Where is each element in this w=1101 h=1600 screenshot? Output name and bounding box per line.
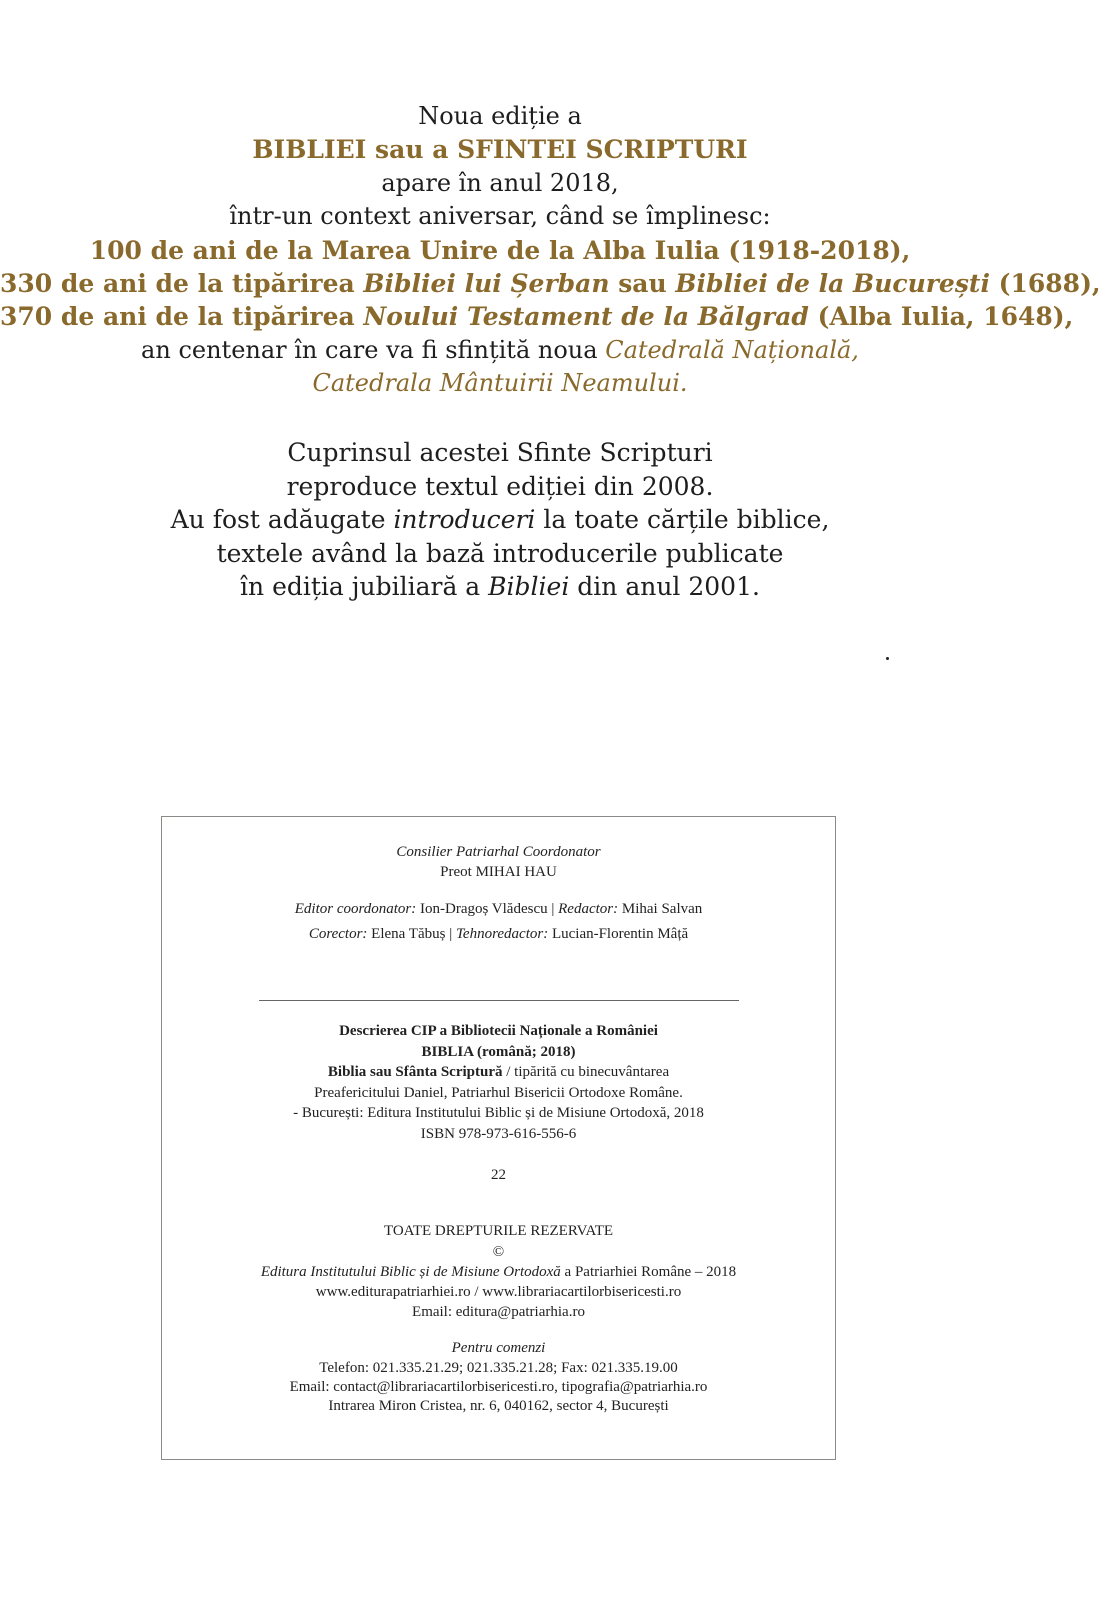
publisher-email: Email: editura@patriarhia.ro bbox=[412, 1304, 585, 1320]
intro-line-1: Noua ediție a bbox=[418, 102, 582, 130]
credits-row-2: Corector: Elena Tăbuș | Tehnoredactor: Lucian-Florentin Mâță bbox=[308, 926, 689, 942]
content-line-4: textele având la bază introducerile publicate bbox=[216, 538, 784, 568]
cip-line-4: Preafericitului Daniel, Patriarhul Bisericii Ortodoxe Române. bbox=[314, 1085, 683, 1101]
cip-line-3: Biblia sau Sfânta Scriptură / tipărită cu binecuvântarea bbox=[327, 1064, 670, 1080]
bible-title: BIBLIEI sau a SFINTEI SCRIPTURI bbox=[252, 135, 748, 165]
orders-email: Email: contact@librariacartilorbisericesti.ro, tipografia@patriarhia.ro bbox=[289, 1379, 708, 1395]
copyright-symbol: © bbox=[492, 1244, 505, 1260]
content-line-5: în ediția jubiliară a Bibliei din anul 2001. bbox=[240, 572, 760, 601]
intro-line-4: într-un context aniversar, când se împlinesc: bbox=[229, 202, 771, 231]
cip-line-5: - București: Editura Institutului Biblic și de Misiune Ortodoxă, 2018 bbox=[293, 1105, 704, 1121]
websites-line: www.editurapatriarhiei.ro / www.librariacartilorbisericesti.ro bbox=[315, 1284, 682, 1300]
orders-address: Intrarea Miron Cristea, nr. 6, 040162, sector 4, București bbox=[328, 1398, 669, 1414]
cip-number: 22 bbox=[491, 1167, 506, 1183]
dedication-section bbox=[0, 100, 1101, 401]
isbn: ISBN 978-973-616-556-6 bbox=[420, 1126, 577, 1142]
anniversary-balgrad-testament: 370 de ani de la tipărirea Noului Testament de la Bălgrad (Alba Iulia, 1648), bbox=[0, 302, 1074, 332]
coordinator-role: Consilier Patriarhal Coordonator bbox=[396, 844, 601, 860]
intro-line-8: an centenar în care va fi sfințită noua Catedrală Națională, bbox=[141, 335, 859, 364]
imprint-box bbox=[161, 816, 836, 1460]
content-line-3: Au fost adăugate introduceri la toate cărțile biblice, bbox=[170, 505, 830, 534]
cip-title: Descrierea CIP a Bibliotecii Naționale a României bbox=[339, 1023, 658, 1039]
stray-dot bbox=[886, 657, 889, 660]
credits-row-1: Editor coordonator: Ion-Dragoș Vlădescu | Redactor: Mihai Salvan bbox=[294, 901, 703, 917]
orders-phone: Telefon: 021.335.21.29; 021.335.21.28; Fax: 021.335.19.00 bbox=[319, 1360, 678, 1376]
anniversary-union: 100 de ani de la Marea Unire de la Alba Iulia (1918-2018), bbox=[89, 235, 911, 265]
rights-title: TOATE DREPTURILE REZERVATE bbox=[383, 1223, 614, 1239]
divider-line bbox=[259, 1000, 739, 1001]
publisher-line: Editura Institutului Biblic și de Misiune Ortodoxă a Patriarhiei Române – 2018 bbox=[260, 1264, 737, 1280]
anniversary-serban-bible: 330 de ani de la tipărirea Bibliei lui Șerban sau Bibliei de la București (1688), bbox=[0, 269, 1101, 299]
content-line-1: Cuprinsul acestei Sfinte Scripturi bbox=[287, 438, 713, 467]
cip-line-2: BIBLIA (română; 2018) bbox=[421, 1044, 576, 1060]
cathedral-name: Catedrala Mântuirii Neamului. bbox=[312, 369, 688, 398]
coordinator-name: Preot MIHAI HAU bbox=[440, 864, 557, 880]
content-line-2: reproduce textul ediției din 2008. bbox=[286, 471, 714, 501]
intro-line-3: apare în anul 2018, bbox=[381, 168, 619, 197]
orders-title: Pentru comenzi bbox=[451, 1340, 546, 1356]
content-note bbox=[0, 436, 1000, 604]
